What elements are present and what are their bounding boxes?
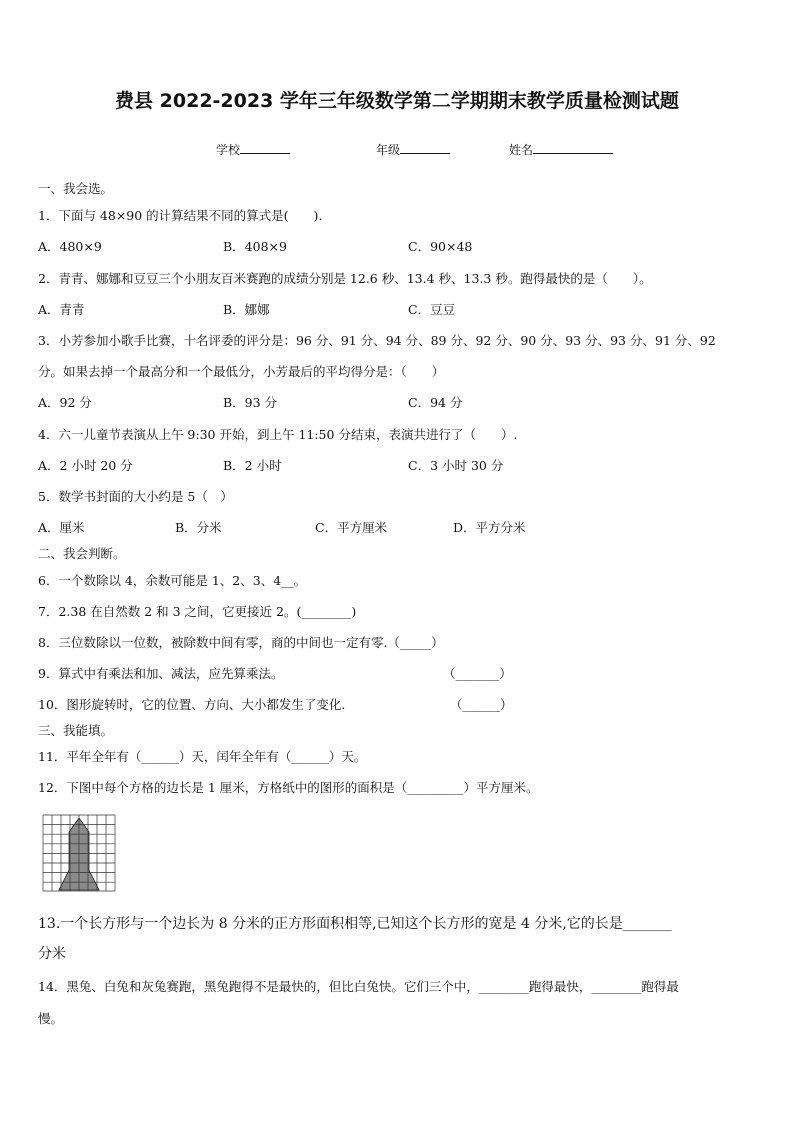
- name-blank[interactable]: [533, 141, 613, 154]
- question-3-line-2: 分。如果去掉一个最高分和一个最低分，小芳最后的平均得分是：（ ）: [38, 364, 445, 379]
- grade-blank[interactable]: [400, 141, 450, 154]
- question-8: 8．三位数除以一位数，被除数中间有零，商的中间也一定有零.（_____）: [38, 635, 444, 650]
- q1-option-c[interactable]: C．90×48: [408, 239, 473, 254]
- q2-option-a[interactable]: A．青青: [38, 302, 85, 317]
- q5-option-c[interactable]: C．平方厘米: [315, 520, 388, 535]
- section-heading-judge: 二、我会判断。: [38, 546, 126, 561]
- school-field: [216, 141, 290, 158]
- question-10-blank[interactable]: （______）: [450, 697, 513, 712]
- name-label: 姓名: [509, 143, 534, 157]
- q3-option-c[interactable]: C．94 分: [408, 395, 463, 410]
- question-6: 6．一个数除以 4，余数可能是 1、2、3、4__。: [38, 573, 307, 588]
- q1-option-b[interactable]: B．408×9: [223, 239, 287, 254]
- question-7: 7．2.38 在自然数 2 和 3 之间，它更接近 2。(________): [38, 604, 357, 619]
- question-13-line-1: 13.一个长方形与一个边长为 8 分米的正方形面积相等,已知这个长方形的宽是 4 分米,它的长是_______: [38, 916, 672, 932]
- grade-label: 年级: [376, 143, 401, 157]
- name-field: [509, 141, 613, 158]
- question-5: 5．数学书封面的大小约是 5（ ）: [38, 489, 233, 504]
- q1-option-a[interactable]: A．480×9: [38, 239, 102, 254]
- q4-option-c[interactable]: C．3 小时 30 分: [408, 458, 504, 473]
- grid-paper-figure: [42, 814, 116, 892]
- question-9: 9．算式中有乘法和加、减法，应先算乘法。: [38, 666, 284, 681]
- question-3-line-1: 3．小芳参加小歌手比赛，十名评委的评分是：96 分、91 分、94 分、89 分、92 分、90 分、93 分、93 分、91 分、92: [38, 333, 716, 348]
- grade-field: [376, 141, 450, 158]
- school-blank[interactable]: [240, 141, 290, 154]
- question-11: 11．平年全年有（______）天，闰年全年有（______）天。: [38, 749, 367, 764]
- question-4: 4．六一儿童节表演从上午 9:30 开始，到上午 11:50 分结束，表演共进行了（ ）.: [38, 427, 518, 442]
- q3-option-a[interactable]: A．92 分: [38, 395, 92, 410]
- question-2: 2．青青、娜娜和豆豆三个小朋友百米赛跑的成绩分别是 12.6 秒、13.4 秒、13.3 秒。跑得最快的是（ ）。: [38, 271, 652, 286]
- q5-option-b[interactable]: B．分米: [175, 520, 222, 535]
- q4-option-a[interactable]: A．2 小时 20 分: [38, 458, 133, 473]
- q2-option-c[interactable]: C．豆豆: [408, 302, 456, 317]
- q2-option-b[interactable]: B．娜娜: [223, 302, 270, 317]
- question-9-blank[interactable]: （_______）: [443, 666, 512, 681]
- q5-option-a[interactable]: A．厘米: [38, 520, 85, 535]
- question-1: 1．下面与 48×90 的计算结果不同的算式是( ).: [38, 208, 323, 223]
- section-heading-fill: 三、我能填。: [38, 723, 114, 738]
- exam-title: 费县 2022-2023 学年三年级数学第二学期期末教学质量检测试题: [115, 90, 679, 112]
- question-10: 10．图形旋转时，它的位置、方向、大小都发生了变化.: [38, 697, 346, 712]
- question-13-line-2: 分米: [38, 946, 66, 962]
- q4-option-b[interactable]: B．2 小时: [223, 458, 282, 473]
- question-14-line-1: 14．黑兔、白兔和灰兔赛跑，黑兔跑得不是最快的，但比白兔快。它们三个中，________跑得最快，________跑得最: [38, 979, 679, 994]
- school-label: 学校: [216, 143, 241, 157]
- section-heading-choice: 一、我会选。: [38, 181, 114, 196]
- question-14-line-2: 慢。: [38, 1011, 64, 1026]
- q3-option-b[interactable]: B．93 分: [223, 395, 278, 410]
- q5-option-d[interactable]: D．平方分米: [453, 520, 526, 535]
- grid-lines: [43, 815, 115, 891]
- question-12: 12．下图中每个方格的边长是 1 厘米，方格纸中的图形的面积是（_________）平方厘米。: [38, 780, 539, 795]
